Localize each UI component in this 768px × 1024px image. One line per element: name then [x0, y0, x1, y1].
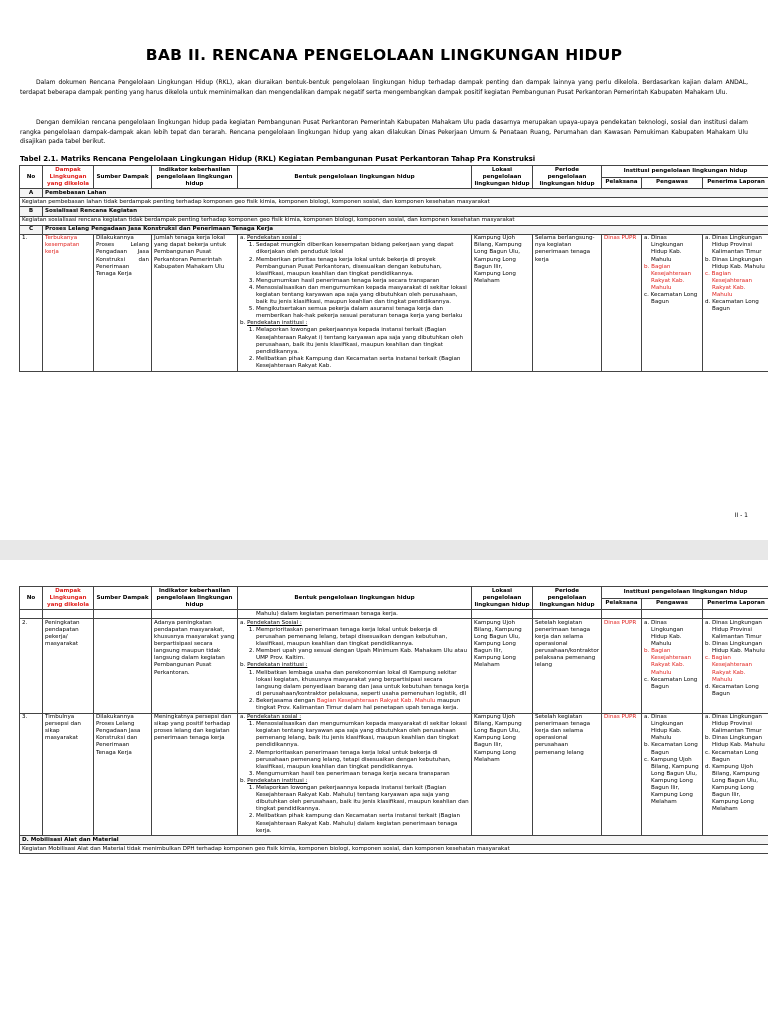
row-no: 1. [20, 234, 43, 371]
list-item: 2. Memberikan prioritas tenaga kerja lokal untuk bekerja di proyek Pembangunan Pusat Perkantoran, disesuaikan dengan kebutuhan, klasifikasi, maupun keahlian dan tingkat pendidikannya. [256, 257, 469, 278]
row-dampak: Terbukanya kesempatan kerja [43, 234, 94, 371]
section-a-row [20, 189, 768, 198]
col-periode: Periode pengelolaan lingkungan hidup [533, 166, 602, 189]
row-no: 3. [20, 713, 43, 836]
col-periode: Periode pengelolaan lingkungan hidup [533, 587, 602, 610]
rkl-matrix-table-continued [19, 586, 768, 854]
row-periode: Setelah kegiatan penerimaan tenaga kerja dan selama operasional perusahaan/kontraktor pelaksana pemenang lelang [533, 619, 602, 713]
col-sumber: Sumber Dampak [94, 587, 152, 610]
list-item: b. Dinas Lingkungan Hidup Kab. Mahulu [705, 735, 765, 749]
col-indikator: Indikator keberhasilan pengelolaan lingkungan hidup [152, 166, 238, 189]
section-b-desc-row [20, 216, 768, 225]
list-item: 1. Melaporkan lowongan pekerjaannya kepada instansi terkait (Bagian Kesejahteraan Rakyat i) tentang karyawan apa saja yang dibutuhkan oleh perusahaan, baik itu jenis klasifikasi, maupun keahlian dan tingkat pendidikannya. [256, 327, 469, 355]
row-bentuk [238, 619, 472, 713]
continuation-row [20, 610, 768, 619]
page-number: II - 1 [734, 512, 748, 519]
section-desc: Kegiatan pembebasan lahan tidak berdampak penting terhadap komponen geo fisik kimia, komponen biologi, komponen sosial, dan komponen kesehatan masyarakat [20, 198, 768, 207]
approach-label: Pendekatan sosial : [246, 235, 302, 242]
intro-paragraph-1-text: Dalam dokumen Rencana Pengelolaan Lingkungan Hidup (RKL), akan diuraikan bentuk-bentuk pengelolaan lingkungan hidup terhadap dampak penting dan dampak lainnya yang perlu dikelola. Berdasarkan kajian dalam ANDAL, terdapat beberapa dampak penting yang harus dikelola untuk meminimalkan dan mengendalikan dampak negatif serta mengembangkan dampak positif kegiatan Pembangunan Pusat Perkantoran Pemerintah Kabupaten Mahakam Ulu. [20, 79, 748, 96]
list-item: d. Kecamatan Long Bagun [705, 683, 759, 697]
row-lokasi: Kampung Ujoh Bilang, Kampung Long Bagun Ulu, Kampung Long Bagun Ilir, Kampung Long Melaham [472, 713, 533, 836]
col-bentuk: Bentuk pengelolaan lingkungan hidup [238, 166, 472, 189]
row-sumber [94, 619, 152, 713]
approach-list [240, 627, 469, 662]
list-item: d. Kecamatan Long Bagun [705, 299, 759, 313]
list-item: c. Kecamatan Long Bagun [644, 292, 698, 306]
row-lokasi: Kampung Ujoh Bilang, Kampung Long Bagun Ulu, Kampung Long Bagun Ilir, Kampung Long Melaham [472, 619, 533, 713]
list-item: 2. Melibatkan pihak Kampung dan Kecamatan serta instansi terkait (Bagian Kesejahteraan Rakyat Kab. [256, 356, 469, 370]
section-letter: C [20, 225, 43, 234]
list-item: 3. Mengumumkan hasil penerimaan tenaga kerja secara transparan [256, 278, 469, 285]
approach-social: a. Pendekatan sosial : [240, 714, 302, 721]
text-span-highlight: Bagian Kesejahteraan Rakyat Kab. Mahulu [316, 697, 436, 704]
row-bentuk [238, 234, 472, 371]
list-item: b. Bagian Kesejahteraan Rakyat Kab. Mahulu [644, 648, 692, 676]
row-sumber: Dilakukannya Proses Lelang Pengadaan Jasa Konstruksi dan Penerimaan Tenaga Kerja [94, 234, 152, 371]
row-dampak: Timbulnya persepsi dan sikap masyarakat [43, 713, 94, 836]
col-pengawas: Pengawas [642, 177, 703, 189]
intro-paragraph-1 [20, 78, 748, 97]
list-item: 1. Melibatkan lembaga usaha dan perekonomian lokal di Kampung sekitar lokasi kegiatan, khususnya masyarakat yang berpartisipasi secara langsung dalam penyediaan barang dan jasa untuk kebutuhan tenaga kerja di perusahaan/kontraktor pelaksana, seperti usaha pemenuhan logistik, dll [256, 670, 469, 698]
row-no: 2. [20, 619, 43, 713]
row-sumber: Dilakukannya Proses Lelang Pengadaan Jasa Konstruksi dan Penerimaan Tenaga Kerja [94, 713, 152, 836]
section-title: Sosialisasi Rencana Kegiatan [43, 207, 768, 216]
row-periode: Setelah kegiatan penerimaan tenaga kerja dan selama operasional perusahaan pemenang lelang [533, 713, 602, 836]
text-span: Bekerjasama dengan [256, 697, 317, 704]
row-pengawas [642, 713, 703, 836]
approach-institution: b. Pendekatan institusi : [240, 777, 308, 784]
rkl-matrix-table [19, 165, 768, 372]
col-institusi: Institusi pengelolaan lingkungan hidup [602, 166, 768, 178]
col-no: No [20, 166, 43, 189]
row-pengawas [642, 619, 703, 713]
intro-paragraph-2-text: Dengan demikian rencana pengelolaan lingkungan hidup pada kegiatan Pembangunan Pusat Perkantoran Pemerintah Kabupaten Mahakam Ulu pada dasarnya merupakan upaya-upaya pendekatan teknologi, sosial dan institusi dalam rangka pengelolaan dampak-dampak akan lebih tepat dan terarah. Rencana pengelolaan lingkungan hidup yang akan dilakukan Dinas Pekerjaan Umum & Penataan Ruang, Perumahan dan Kawasan Pemukiman Kabupaten Mahakam Ulu disajikan pada tabel berikut. [20, 119, 748, 146]
list-item: b. Bagian Kesejahteraan Rakyat Kab. Mahulu [644, 263, 692, 291]
section-a-desc-row [20, 198, 768, 207]
col-pelaksana: Pelaksana [602, 177, 642, 189]
row-penerima [703, 713, 768, 836]
row-indikator: Adanya peningkatan pendapatan masyarakat, khususnya masyarakat yang berpartisipasi secara langsung maupun tidak langsung dalam kegiatan Pembangunan Pusat Perkantoran. [152, 619, 238, 713]
list-item: 1. Sedapat mungkin diberikan kesempatan bidang pekerjaan yang dapat dikerjakan oleh penduduk lokal [256, 242, 469, 256]
document-page-2 [0, 560, 768, 1024]
approach-social: a. Pendekatan Sosial : [240, 619, 302, 626]
list-item: 1. Melaporkan lowongan pekerjaannya kepada instansi terkait (Bagian Kesejahteraan Rakyat Kab. Mahulu) tentang karyawan apa saja yang dibutuhkan oleh perusahaan, baik itu jenis klasifikasi, maupun keahlian dan tingkat pendidikannya. [256, 785, 469, 813]
list-item: b. Dinas Lingkungan Hidup Kab. Mahulu [705, 256, 765, 270]
list-item: a. Dinas Lingkungan Hidup Provinsi Kalimantan Timur [705, 619, 762, 641]
list-item: a. Dinas Lingkungan Hidup Kab. Mahulu [644, 714, 684, 742]
section-letter: A [20, 189, 43, 198]
list-item: 3. Mengumumkan hasil tes penerimaan tenaga kerja secara transparan [256, 771, 469, 778]
row-lokasi: Kampung Ujoh Bilang, Kampung Long Bagun Ulu, Kampung Long Bagun Ilir, Kampung Long Melaham [472, 234, 533, 371]
table-row [20, 234, 768, 371]
approach-institution: b. Pendekatan institusi : [240, 662, 308, 669]
table-row [20, 713, 768, 836]
col-penerima: Penerima Laporan [703, 177, 768, 189]
text-span: maupun tingkat Prov. Kalimantan Timur dalam hal penetapan upah tenaga kerja. [256, 697, 461, 711]
list-item: c. Kecamatan Long Bagun [705, 749, 759, 763]
list-item: 4. Mensosialisasikan dan mengumumkan kepada masyarakat di sekitar lokasi kegiatan tentang karyawan apa saja yang dibutuhkan oleh perusahaan, baik itu jenis klasifikasi, maupun keahlian dan tingkat pendidikannya. [256, 285, 469, 306]
list-item: c. Kampung Ujoh Bilang, Kampung Long Bagun Ulu, Kampung Long Bagun Ilir, Kampung Long Melaham [644, 756, 699, 806]
list-item: c. Bagian Kesejahteraan Rakyat Kab. Mahulu [705, 655, 753, 683]
table-caption: Tabel 2.1. Matriks Rencana Pengelolaan Lingkungan Hidup (RKL) Kegiatan Pembangunan Pusat Perkantoran Tahap Pra Konstruksi [20, 155, 536, 163]
row-penerima [703, 234, 768, 371]
row-penerima [703, 619, 768, 713]
col-penerima: Penerima Laporan [703, 598, 768, 610]
approach-label: Pendekatan institusi : [247, 662, 308, 669]
list-item: b. Dinas Lingkungan Hidup Kab. Mahulu [705, 641, 765, 655]
list-item: 5. Mengikutsertakan semua pekerja dalam asuransi tenaga kerja dan memberikan hak-hak pekerja sesuai peraturan tenaga kerja yang berlaku [256, 306, 469, 320]
list-item: 2. Memprioritaskan penerimaan tenaga kerja lokal untuk bekerja di perusahaan pemenang lelang, tetapi disesuaikan dengan kebutuhan, klasifikasi, maupun keahlian dan tingkat pendidikannya. [256, 750, 469, 771]
col-dampak: Dampak Lingkungan yang dikelola [43, 166, 94, 189]
list-item [256, 698, 469, 712]
col-institusi: Institusi pengelolaan lingkungan hidup [602, 587, 768, 599]
list-item: c. Bagian Kesejahteraan Rakyat Kab. Mahulu [705, 270, 753, 298]
approach-label: Pendekatan institusi : [247, 320, 308, 327]
section-d-row [20, 836, 768, 845]
list-item: 2. Memberi upah yang sesuai dengan Upah Minimum Kab. Mahakam Ulu atau UMP Prov. Kaltim. [256, 648, 469, 662]
section-title: D. Mobilisasi Alat dan Material [20, 836, 768, 845]
section-letter: B [20, 207, 43, 216]
section-d-desc-row [20, 845, 768, 854]
section-desc: Kegiatan sosialisasi rencana kegiatan tidak berdampak penting terhadap komponen geo fisik kimia, komponen biologi, komponen sosial, dan komponen kesehatan masyarakat [20, 216, 768, 225]
row-pelaksana: Dinas PUPR [602, 234, 642, 371]
row-bentuk [238, 713, 472, 836]
row-periode: Selama berlangsung-nya kegiatan penerimaan tenaga kerja [533, 234, 602, 371]
approach-social: a. Pendekatan sosial : [240, 235, 302, 242]
col-pengawas: Pengawas [642, 598, 703, 610]
col-dampak: Dampak Lingkungan yang dikelola [43, 587, 94, 610]
col-pelaksana: Pelaksana [602, 598, 642, 610]
chapter-title: BAB II. RENCANA PENGELOLAAN LINGKUNGAN HIDUP [145, 46, 623, 64]
row-pelaksana: Dinas PUPR [602, 713, 642, 836]
approach-list [240, 670, 469, 713]
row-dampak: Peningkatan pendapatan pekerja/ masyarakat [43, 619, 94, 713]
approach-label: Pendekatan Sosial : [246, 619, 302, 626]
approach-label: Pendekatan institusi : [247, 777, 308, 784]
approach-list [240, 721, 469, 778]
table-row [20, 619, 768, 713]
approach-list [240, 327, 469, 370]
col-indikator: Indikator keberhasilan pengelolaan lingkungan hidup [152, 587, 238, 610]
section-c-row [20, 225, 768, 234]
list-item: 1. Mensosialisasikan dan mengumumkan kepada masyarakat di sekitar lokasi kegiatan tentang karyawan apa saja yang dibutuhkan oleh perusahaan pemenang lelang, baik itu jenis klasifikasi, maupun keahlian dan tingkat pendidikannya. [256, 721, 469, 749]
list-item: 1. Memprioritaskan penerimaan tenaga kerja lokal untuk bekerja di perusahan pemenang lelang, tetapi disesuaikan dengan kebutuhan, klasifikasi, maupun keahlian dan tingkat pendidikannya. [256, 627, 469, 648]
list-item: c. Kecamatan Long Bagun [644, 676, 698, 690]
list-item: a. Dinas Lingkungan Hidup Kab. Mahulu [644, 235, 684, 263]
section-title: Proses Lelang Pengadaan Jasa Konstruksi dan Penerimaan Tenaga Kerja [43, 225, 768, 234]
row-pengawas [642, 234, 703, 371]
continuation-text: Mahulu) dalam kegiatan penerimaan tenaga kerja. [238, 610, 472, 619]
section-title: Pembebasan Lahan [43, 189, 768, 198]
list-item: b. Kecamatan Long Bagun [644, 742, 698, 756]
list-item: a. Dinas Lingkungan Hidup Kab. Mahulu [644, 619, 684, 648]
row-indikator: Jumlah tenaga kerja lokal yang dapat bekerja untuk Pembangunan Pusat Perkantoran Pemerintah Kabupaten Mahakam Ulu [152, 234, 238, 371]
row-pelaksana: Dinas PUPR [602, 619, 642, 713]
col-lokasi: Lokasi pengelolaan lingkungan hidup [472, 587, 533, 610]
row-indikator: Meningkatnya persepsi dan sikap yang positif terhadap proses lelang dan kegiatan penerimaan tenaga kerja [152, 713, 238, 836]
intro-paragraph-2 [20, 118, 748, 147]
section-desc: Kegiatan Mobilisasi Alat dan Material tidak menimbulkan DPH terhadap komponen geo fisik kimia, komponen biologi, komponen sosial, dan komponen kesehatan masyarakat [20, 845, 768, 854]
list-item: 2. Melibatkan pihak kampung dan Kecamatan serta instansi terkait (Bagian Kesejahteraan Rakyat Kab. Mahulu) dalam kegiatan penerimaan tenaga kerja. [256, 813, 469, 834]
approach-label: Pendekatan sosial : [246, 714, 302, 721]
list-item: d. Kampung Ujoh Bilang, Kampung Long Bagun Ulu, Kampung Long Bagun Ilir, Kampung Long Melaham [705, 763, 760, 813]
approach-institution: b. Pendekatan institusi : [240, 320, 308, 327]
approach-list [240, 242, 469, 320]
list-item: a. Dinas Lingkungan Hidup Provinsi Kalimantan Timur [705, 235, 762, 256]
col-lokasi: Lokasi pengelolaan lingkungan hidup [472, 166, 533, 189]
approach-list [240, 785, 469, 835]
section-b-row [20, 207, 768, 216]
col-bentuk: Bentuk pengelolaan lingkungan hidup [238, 587, 472, 610]
col-no: No [20, 587, 43, 610]
list-item: a. Dinas Lingkungan Hidup Provinsi Kalimantan Timur [705, 714, 762, 735]
col-sumber: Sumber Dampak [94, 166, 152, 189]
